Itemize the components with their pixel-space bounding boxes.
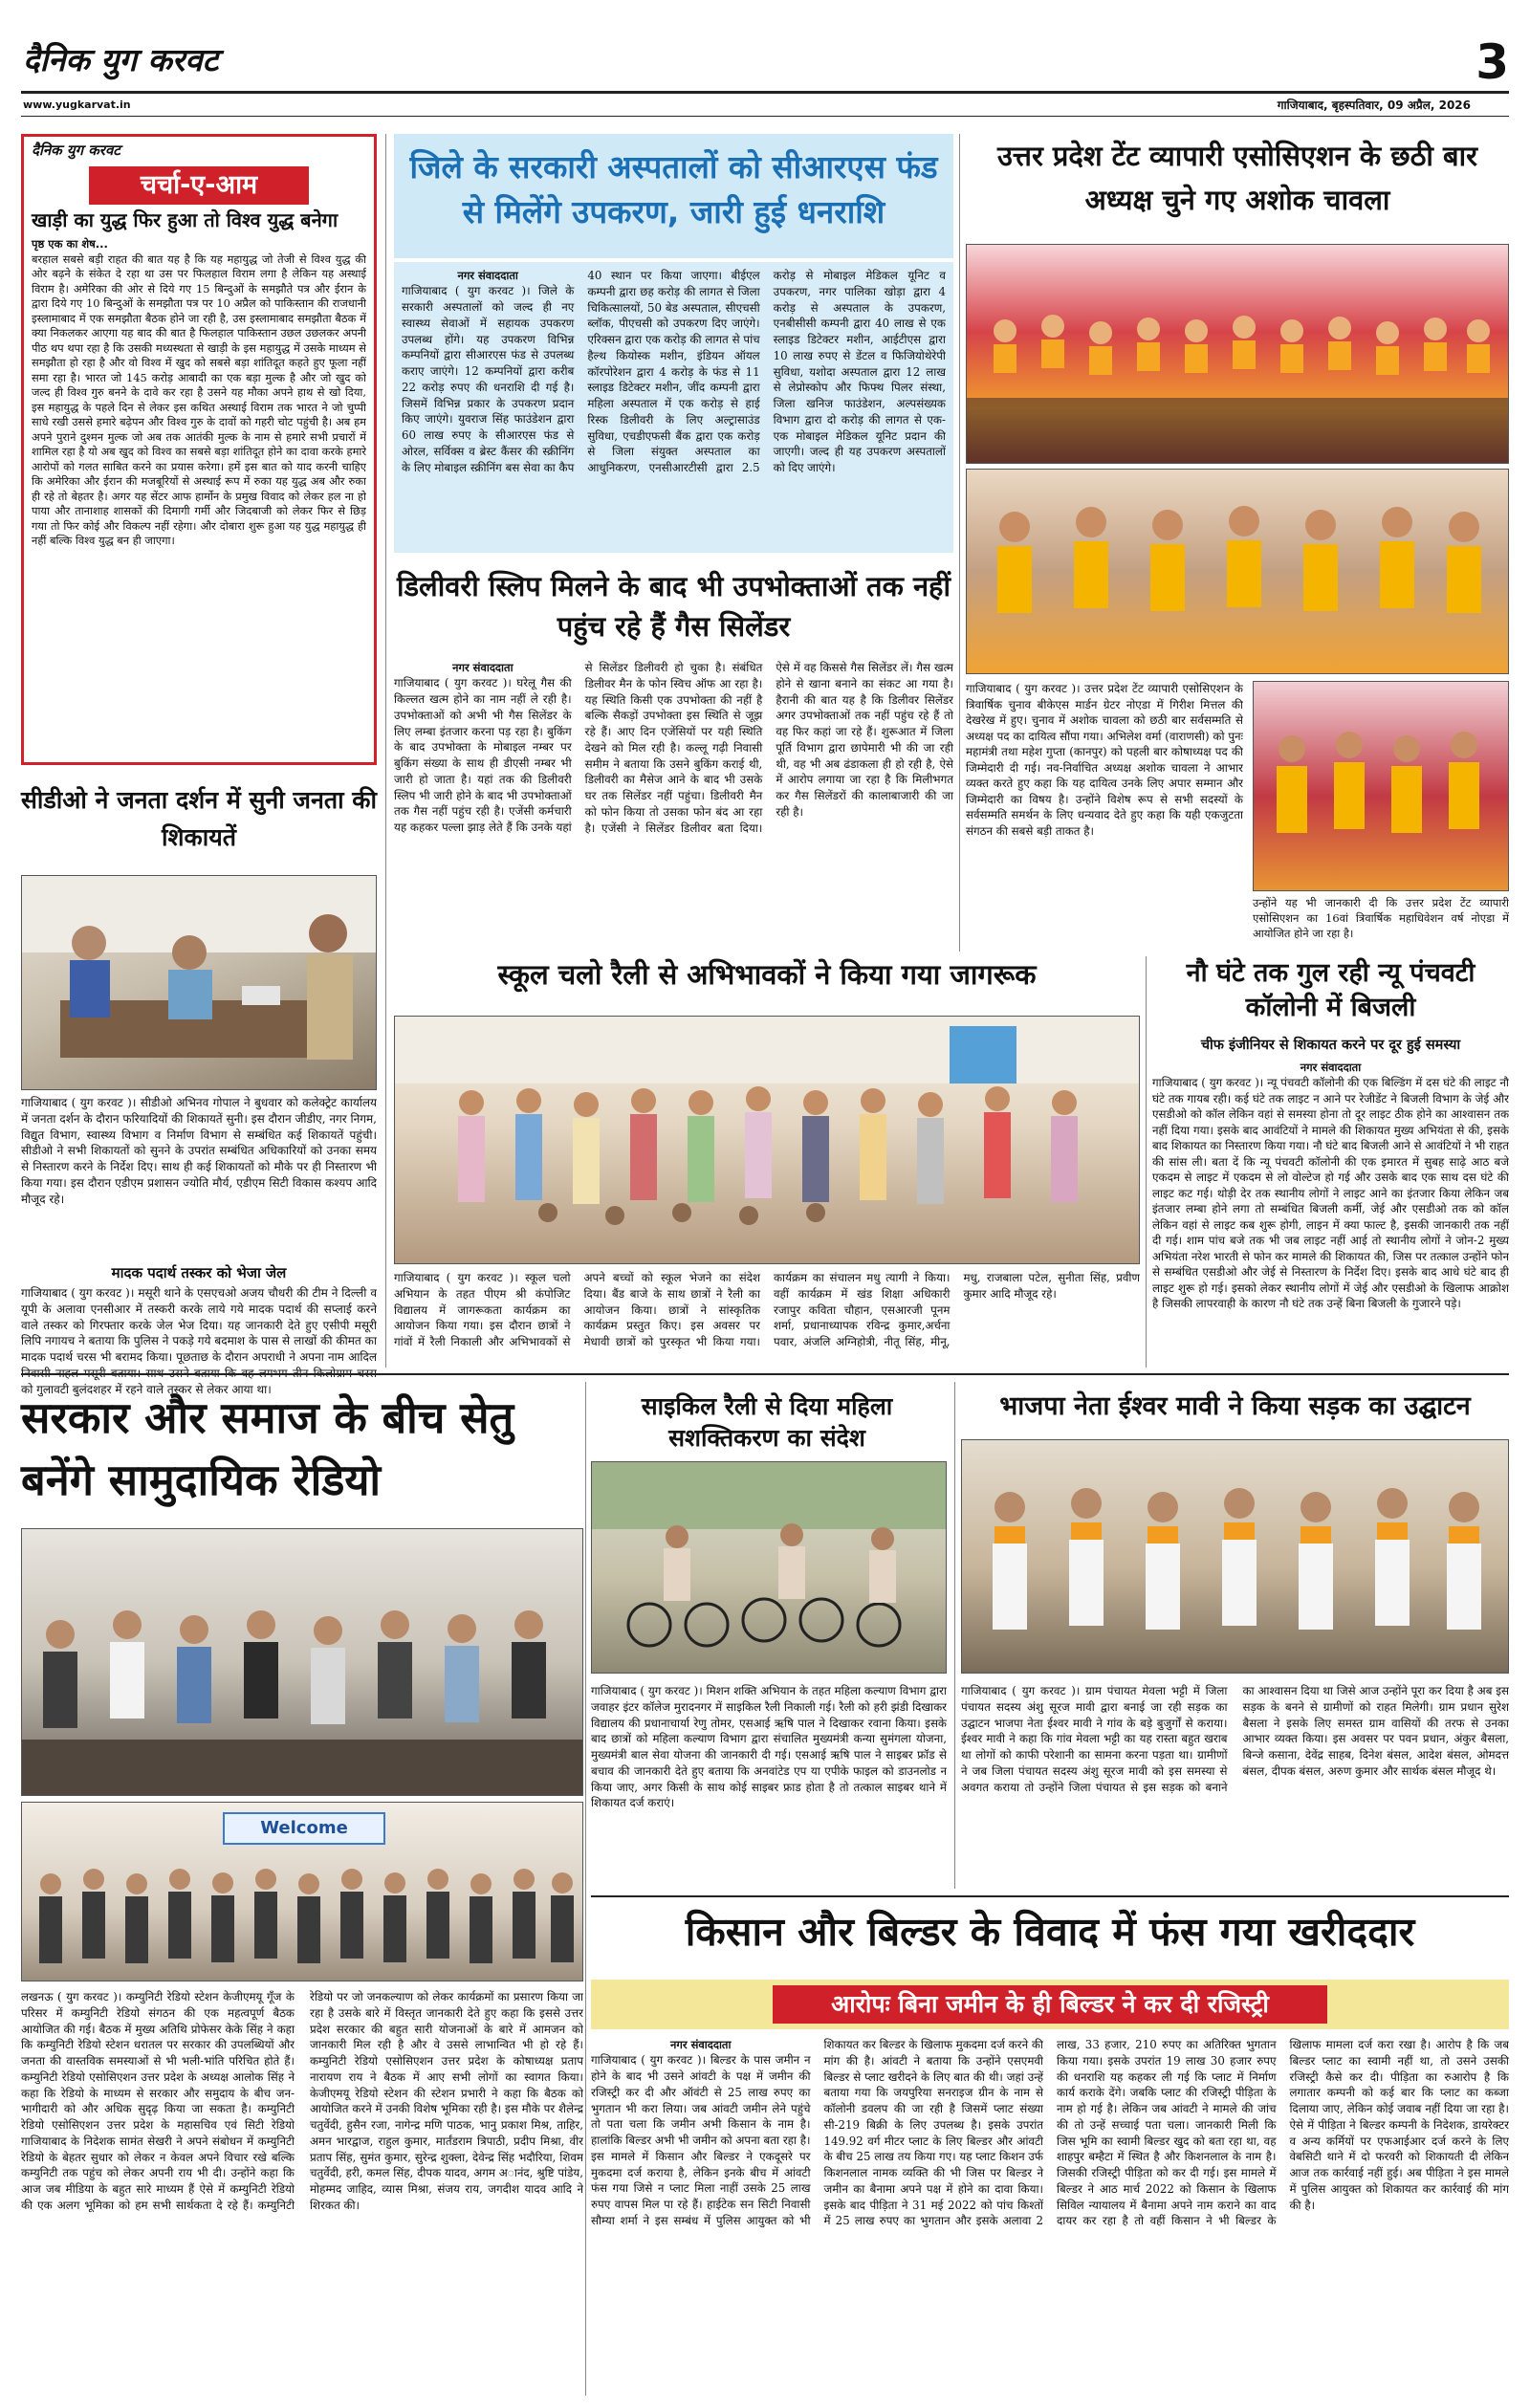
farmer-body — [591, 2037, 1509, 2396]
column-divider-mid — [959, 134, 960, 952]
radio-group-illustration — [22, 1803, 583, 1981]
hospital-byline: नगर संवाददाता — [457, 269, 518, 282]
dateline: गाजियाबाद, बृहस्पतिवार, 09 अप्रैल, 2026 — [1277, 99, 1471, 112]
radio-meeting-illustration — [22, 1529, 583, 1796]
bjp-body: गाजियाबाद ( युग करवट )। ग्राम पंचायत मेवला भट्टी में जिला पंचायत सदस्य अंशु सूरज मावी द्वारा बनाई जा रही सड़क का उद्घाटन भाजपा नेता ईश्वर मावी ने गांव के बड़े बुजुर्गों से कराया। ईश्वर मावी ने कहा कि गांव मेवला भट्टी का यह रास्ता बहुत खराब था लोगों को काफी परेशानी का सामना करना पड़ता था। ग्रामीणों ने जब जिला पंचायत सदस्य अंशु सूरज मावी को इस समस्या से अवगत कराया तो उन्होंने जिला पंचायत से इस सड़क को बनाने का आश्वासन दिया था जिसे आज उन्होंने पूरा कर दिया है अब इस सड़क के बनने से ग्रामीणों को राहत मिलेगी। ग्राम प्रधान सुरेश बैसला ने इसके लिए समस्त ग्राम वासियों की तरफ से उनका आभार व्यक्त किया। इस अवसर पर पवन प्रधान, अंकुर बैसला, बिन्जे कसाना, देवेंद्र साहब, दिनेश बंसल, आदेश बंसल, ओमदत्त बंसल, दीपक बंसल, अरुण कुमार और सार्थक बंसल मौजूद थे। — [961, 1684, 1509, 1794]
power-headline: नौ घंटे तक गुल रही न्यू पंचवटी कॉलोनी में बिजली — [1186, 958, 1475, 1023]
tent-group-illustration — [967, 245, 1509, 464]
paper-name: दैनिक युग करवट — [23, 41, 219, 78]
column-divider-bottom-left — [585, 1382, 586, 2396]
tent-leaders-illustration — [967, 470, 1509, 674]
radio-welcome-banner: Welcome — [223, 1812, 385, 1845]
radio-headline: सरकार और समाज के बीच सेतु बनेंगे सामुदायिक रेडियो — [21, 1392, 514, 1506]
power-subheadline: चीफ इंजीनियर से शिकायत करने पर दूर हुई समस्या — [1200, 1038, 1461, 1053]
bjp-photo — [961, 1439, 1509, 1674]
hospital-headline: जिले के सरकारी अस्पतालों को सीआरएस फंड से मिलेंगे उपकरण, जारी हुई धनराशि — [409, 148, 938, 230]
farmer-subheadline-bar — [591, 1980, 1509, 2029]
tent-headline: उत्तर प्रदेश टेंट व्यापारी एसोसिएशन के छठी बार अध्यक्ष चुने गए अशोक चावला — [997, 140, 1477, 217]
masthead — [0, 0, 1530, 120]
tent-photo-middle — [966, 469, 1509, 674]
smuggler-headline: मादक पदार्थ तस्कर को भेजा जेल — [111, 1264, 287, 1281]
gas-body-text: गाजियाबाद ( युग करवट )। घरेलू गैस की किल्लत खत्म होने का नाम नहीं ले रही है। उपभोक्ताओं को अभी भी गैस सिलेंडर के लिए लम्बा इंतजार करना पड़ रहा है। बुकिंग के बाद उपभोक्ता के मोबाइल नम्बर पर बुकिंग संख्या के साथ ही डीएसी नम्बर भी जारी हो जाता है। यहां तक की डिलीवरी स्लिप भी जारी होने के बाद भी उपभोक्ताओं तक गैस नहीं पहुंच रही है। एजेंसी कर्मचारी यह कहकर पल्ला झाड़ लेते हैं कि उनके यहां से सिलेंडर डिलीवरी हो चुका है। संबंधित डिलीवर मैन के फोन स्विच ऑफ आ रहा है। यह स्थिति किसी एक उपभोक्ता की नहीं है बल्कि सैकड़ों उपभोक्ता इस स्थिति से जूझ रहे हैं। आए दिन एजेंसियों पर यही स्थिति देखने को मिल रही है। कल्लू गढ़ी निवासी समीम ने बताया कि उसने बुकिंग कराई थी, डिलीवरी का मैसेज आने के बाद भी उसके घर तक सिलेंडर नहीं पहुंचा। डिलीवरी मैन को फोन किया तो उसका फोन बंद आ रहा है। एजेंसी ने सिलेंडर डिलीवर बता दिया। ऐसे में वह किससे गैस सिलेंडर लें। गैस खत्म होने से खाना बनाने का संकट आ गया है। हैरानी की बात यह है कि डिलीवर सिलेंडर अगर उपभोक्ताओं तक नहीं पहुंच रहे हैं तो वह फिर कहां जा रहे हैं। शुरूआत में जिला पूर्ति विभाग द्वारा छापेमारी भी की जा रही थी, वह भी अब ढंडाकला ही हो रही है, ऐसे में आरोप लगाया जा रहा है कि मिलीभगत कर गैस सिलेंडरों की कालाबाजारी की जा रही है। — [394, 661, 953, 835]
tent-small-illustration — [1254, 682, 1509, 891]
column-divider-left — [385, 134, 386, 1368]
cycle-rally-illustration — [592, 1462, 947, 1674]
gas-byline: नगर संवाददाता — [452, 661, 514, 674]
gas-body — [394, 660, 953, 937]
editorial-continued: पृष्ठ एक का शेष... — [32, 237, 108, 252]
cdo-body: गाजियाबाद ( युग करवट )। सीडीओ अभिनव गोपाल ने बुधवार को कलेक्ट्रेट कार्यालय में जनता दर्शन के दौरान फरियादियों की शिकायतें सुनी। इस दौरान जीडीए, नगर निगम, विद्युत विभाग, स्वास्थ्य विभाग व निर्माण विभाग से सम्बंधित कई शिकायतें पहुंची। सीडीओ ने सभी शिकायतों को सुनने के उपरांत सम्बंधित अधिकारियों को उनका समय से निस्तारण करने के निर्देश दिए। साथ ही कई शिकायतों को मौके पर ही निस्तारण भी किया गया। इस दौरान एडीएम प्रशासन ज्योति मौर्य, एडीएम सिटी विकास कश्यप आदि मौजूद रहे। — [21, 1096, 377, 1206]
farmer-headline: किसान और बिल्डर के विवाद में फंस गया खरीददार — [591, 1895, 1509, 1962]
farmer-byline: नगर संवाददाता — [670, 2038, 732, 2051]
tent-caption: उन्होंने यह भी जानकारी दी कि उत्तर प्रदेश टेंट व्यापारी एसोसिएशन का 16वां त्रिवार्षिक महाधिवेशन वर्ष नोएडा में आयोजित होने जा रहा है। — [1253, 896, 1509, 941]
smuggler-body: गाजियाबाद ( युग करवट )। मसूरी थाने के एसएचओ अजय चौधरी की टीम ने दिल्ली व यूपी के अलावा एनसीआर में तस्करी करके लाये गये मादक पदार्थ की सप्लाई करने वाले तस्कर को गिरफ्तार करके जेल भेज दिया। यह जानकारी देते हुए एसीपी मसूरी लिपि नगायच ने बताया कि पुलिस ने पकड़े गये बदमाश के पास से लाखों की कीमत का मादक पदार्थ चरस भी बरामद किया। पूछताछ के दौरान अपराधी ने अपना नाम आदिल को गुलावटी बुलंदशहर में रहने वाले तस्कर से लेकर आया था। — [21, 1286, 377, 1396]
gas-headline: डिलीवरी स्लिप मिलने के बाद भी उपभोक्ताओं तक नहीं पहुंच रहे हैं गैस सिलेंडर — [397, 570, 951, 644]
farmer-body-text: गाजियाबाद ( युग करवट )। बिल्डर के पास जमीन न होने के बाद भी उसने आंवटी के पक्ष में जमीन की रजिस्ट्री कर दी और ऑवंटी से 25 लाख रुपए का भुगतान भी करा लिया। जब आंवटी जमीन लेने पहुंचे तो पता चला कि जमीन अभी किसान के नाम है। हालांकि बिल्डर अभी भी जमीन को अपना बता रहा है। इस मामले में किसान और बिल्डर ने एकदूसरे पर मुकदमा दर्ज कराया है, लेकिन इनके बीच में आंवटी फंस गया जिसे न प्लाट मिला नाहीं उसके 25 लाख रुपए वापस मिल पा रहे हैं। हाईटेक सन सिटी निवासी सौम्या शर्मा ने इस सम्बंध में पुलिस आयुक्त को भी शिकायत कर बिल्डर के खिलाफ मुकदमा दर्ज करने की मांग की है। आंवटी ने बताया कि उन्होंने एसएमवी बिल्डर से प्लाट खरीदने के लिए बात की थी। जहां उन्हें बताया गया कि जयपुरिया सनराइज ग्रीन के नाम से कॉलोनी डवलप की जा रही है जिसमें प्लाट संख्या सी-219 बिक्री के लिए उपलब्ध है। इसके उपरांत 149.92 वर्ग मीटर प्लाट के लिए बिल्डर और आंवटी के बीच 25 लाख तय किया गए। यह प्लाट किशन उर्फ किशनलाल नामक व्यक्ति की भी जिस पर बिल्डर ने जमीन का बैनामा अपने पक्ष में होने का दावा किया। इसके बाद पीड़िता ने 31 मई 2022 को पांच किश्तों में 25 लाख रुपए का भुगतान और इसके अलावा 2 लाख, 33 हजार, 210 रुपए का अतिरिक्त भुगतान किया गया। इसके उपरांत 19 लाख 30 हजार रुपए की धनराशि यह कहकर ली गई कि प्लाट में निर्माण कार्य कराके देंगे। जबकि प्लाट की रजिस्ट्री पीड़िता के नाम हो गई है। लेकिन जब आंवटी ने मामले की जांच की तो उन्हें सच्चाई पता चला। जानकारी मिली कि जिस भूमि का स्वामी बिल्डर खुद को बता रहा था, वह शाहपुर बम्हैटा में स्थित है और किशनलाल के नाम है। जिसकी रजिस्ट्री पीड़िता को कर दी गई। इस मामले में बिल्डर ने आठ मार्च 2022 को किसान के खिलाफ सिविल न्यायालय में बैनामा अपने नाम कराने का वाद दायर कर रहा है तो वहीं किसान ने भी बिल्डर के खिलाफ मामला दर्ज करा रखा है। आरोप है कि जब बिल्डर प्लाट का स्वामी नहीं था, तो उसने उसकी रजिस्ट्री कैसे कर दी। पीड़िता का रुआरोप है कि लगातार कम्पनी को कई बार कि प्लाट का कब्जा दिलाया जाए, लेकिन कोई जवाब नहीं दिया जा रहा है। ऐसे में पीड़िता ने बिल्डर कम्पनी के निदेशक, डायरेक्टर व अन्य कर्मियों पर एफआईआर दर्ज करने के लिए वेबसिटी थाने में दो फरवरी को शिकायती दी लेकिन आज तक कार्रवाई नहीं हुई। अब पीड़िता ने इस मामले में पुलिस आयुक्त को शिकायत कर कार्रवाई की मांग की है। — [591, 2038, 1509, 2228]
power-body — [1152, 1060, 1509, 1361]
tent-photo-top — [966, 244, 1509, 464]
cdo-headline: सीडीओ ने जनता दर्शन में सुनी जनता की शिकायतें — [21, 786, 377, 851]
hospital-text — [394, 262, 953, 553]
school-headline: स्कूल चलो रैली से अभिभावकों ने किया गया जागरूक — [497, 958, 1037, 991]
bjp-group-illustration — [962, 1440, 1509, 1674]
cdo-photo-illustration — [22, 876, 377, 1090]
radio-photo-top — [21, 1528, 583, 1796]
cdo-photo — [21, 875, 377, 1090]
power-byline: नगर संवाददाता — [1300, 1061, 1362, 1074]
hospital-body — [402, 268, 946, 547]
page-number: 3 — [1475, 34, 1509, 90]
school-photo — [394, 1016, 1140, 1264]
editorial-body: बरहाल सबसे बड़ी राहत की बात यह है कि यह महायुद्ध जो तेजी से विश्व युद्ध की ओर बढ़ने के संकेत दे रहा था उस पर फिलहाल विराम लगा है लेकिन यह अस्थाई विराम है। अमेरिका की ओर से दिये गए 15 बिन्दुओं के समझौते पत्र और ईरान के द्वारा दिये गए 10 बिन्दुओं के समझौता पत्र पर 10 अप्रैल को पाकिस्तान की राजधानी इस्लामाबाद में एक समझौता बैठक होने जा रही है, उस इस्लामाबाद समझौता बैठक में क्या निकलकर आएगा यह बाद की बात है फिलहाल पाकिस्तान उछल उछलकर अपनी पीठ थप थपा रहा है कि उसकी मध्यस्थता से खाड़ी के इस महायुद्ध में उसके माध्यम से समझौता हो रहा है और वो विश्व में खुद को सबसे बड़ा शांतिदूत कहते हुए फूला नहीं समा रहा है। भारत जो 145 करोड़ आबादी का एक बड़ा मुल्क है और जो खुद को जल्द ही विश्व गुरु बनने के दावे कर रहा है उसने यह मौका अपने हाथ से खो दिया, इस महायुद्ध के पहले दिन से लेकर इस कथित अस्थाई विराम तक भारत ने जो चुप्पी साधे रखी उससे हमारे बढ़ेपन और विश्व गुरु के दावों को गहरी चोट पहुंची है। अब हम अपने पुराने दुश्मन मुल्क जो अब तक आतंकी मुल्क के नाम से हमारे सभी प्रचारों में शामिल रहा है यो अब खुद को विश्व का सबसे बड़ा शांतिदूत होने का दावा करके हमारे आरोपों को गलत साबित करने का प्रयास करेगा। हमें इस बात को याद करनी चाहिए कि अमेरिका और ईरान की मजबूरियों से अस्थाई रूप में रुका यह युद्ध अब और रुका ही रहे तो बेहतर है। अगर यह सेंटर आफ हार्मोन के प्रमुख विवाद को लेकर हल ना हो पाया और तानाशाह शासकों की दिमागी गर्मी और जिदबाजी को लेकर फिर से छिड़ गया तो फिर कोई और विकल्प नहीं रहेगा। और दोबारा शुरू हुआ यह युद्ध महायुद्ध ही नहीं बल्कि विश्व युद्ध बन ही जाएगा। — [32, 252, 366, 548]
masthead-rule — [21, 91, 1509, 94]
tent-photo-small — [1253, 681, 1509, 891]
masthead-rule-thin — [21, 116, 1509, 117]
hospital-body-text: गाजियाबाद ( युग करवट )। जिले के सरकारी अस्पतालों को जल्द ही नए स्वास्थ्य सेवाओं में सहायक उपकरण उपलब्ध होंगे। यह उपकरण विभिन्न कम्पनियों द्वारा सीआरएस फंड से उपलब्ध कराए जाएंगे। 12 कम्पनियों द्वारा करीब 22 करोड़ रुपए की धनराशि दी गई है। जिसमें विभिन्न प्रकार के उपकरण प्रदान किए जाएंगे। युवराज सिंह फाउंडेशन द्वारा 60 लाख रुपए के सीआरएस फंड से ओरल, सर्विक्स व ब्रेस्ट कैंसर की स्क्रीनिंग के लिए मोबाइल स्क्रीनिंग बस सेवा का कैप 40 स्थान पर किया जाएगा। बीईएल कम्पनी द्वारा छह करोड़ की लागत से जिला चिकित्सालयों, 50 बेड अस्पताल, सीएचसी ब्लॉक, पीएचसी को उपकरण दिए जाएंगे। एरिक्सन द्वारा एक करोड़ की लागत से पांच हैल्थ कियोस्क मशीन, इंडियन ऑयल कॉरपोरेशन द्वारा 4 करोड़ के फंड से 11 स्लाइड डिटेक्टर मशीन, जींद कम्पनी द्वारा महिला अस्पताल में एक करोड़ से हाई रिस्क डिलीवरी के लिए अल्ट्रासाउंड सुविधा, एचडीएफसी बैंक द्वारा एक करोड़ से जिला संयुक्त अस्पताल का आधुनिकरण, एनसीआरटीसी द्वारा 2.5 करोड़ से मोबाइल मेडिकल यूनिट व उपकरण, नगर पालिका खोड़ा द्वारा 4 करोड़ से अस्पताल के उपकरण, एनबीसीसी कम्पनी द्वारा 40 लाख से एक स्लाइड डिटेक्टर मशीन, आईटीएस द्वारा 10 लाख रुपए से डेंटल व फिजियोथेरेपी सुविधा, यशोदा अस्पताल द्वारा 12 लाख से लेप्रोस्कोप और फिफ्थ पिलर संस्था, जिला खनिज फाउंडेशन, अल्पसंख्यक विभाग द्वारा दो करोड़ की लागत से एक-एक मोबाइल मेडिकल यूनिट प्रदान की जाएगी। जल्द ही यह उपकरण अस्पतालों को दिए जाएंगे। — [402, 269, 946, 474]
website: www.yugkarvat.in — [23, 99, 131, 111]
cycle-photo — [591, 1461, 947, 1674]
farmer-subheadline: आरोपः बिना जमीन के ही बिल्डर ने कर दी रजिस्ट्री — [773, 1985, 1327, 2024]
hospital-headline-box — [394, 134, 953, 258]
editorial-section-banner: चर्चा-ए-आम — [89, 166, 309, 205]
cycle-body: गाजियाबाद ( युग करवट )। मिशन शक्ति अभियान के तहत महिला कल्याण विभाग द्वारा जवाहर इंटर कॉलेज मुरादनगर में साइकिल रैली निकाली गई। रैली को हरी झंडी दिखाकर विद्यालय की प्रधानाचार्या रेणु तोमर, एसआई ऋषि पाल ने दिखाकर रवाना किया। इसके बाद छात्रों को महिला कल्याण विभाग द्वारा संचालित मुख्यमंत्री कन्या सुमंगला योजना, मुख्यमंत्री बाल सेवा योजना की जानकारी दी गई। एसआई ऋषि पाल ने साइबर फ्रॉड से बचाव की जानकारी देते हुए बताया कि अनवांटेड एप या एपीके फाइल को डाउनलोड न किया जाए, अगर किसी के साथ कोई साइबर फ्राड होता है तो तत्काल साइबर थाने में शिकायत दर्ज कराएं। — [591, 1684, 947, 1810]
section-divider — [21, 1373, 1509, 1375]
radio-photo-bottom — [21, 1802, 583, 1981]
editorial-headline: खाड़ी का युद्ध फिर हुआ तो विश्व युद्ध बनेगा — [32, 208, 339, 231]
column-divider-lower — [1146, 956, 1147, 1368]
bjp-headline: भाजपा नेता ईश्वर मावी ने किया सड़क का उद्घाटन — [999, 1391, 1471, 1421]
power-body-text: गाजियाबाद ( युग करवट )। न्यू पंचवटी कॉलोनी की एक बिल्डिंग में दस घंटे की लाइट नौ घंटे तक गायब रही। कई घंटे तक लाइट न आने पर रेजीडेंट ने बिजली विभाग के जेई और एसडीओ को कॉल लेकिन वहां से समस्या होना तो दूर लाइट ठीक होने का आश्वासन तक नहीं दिया गया। इसके बाद आवंटियों ने मामले की शिकायत मुख्य अभियंता से की, इसके बाद शिकायत का निस्तारण किया गया। नौ घंटे बाद बिजली आने से आवंटियों ने भी राहत की सांस ली। बता दें कि न्यू पंचवटी कॉलोनी की एक इमारत में सुबह साढ़े आठ बजे एकदम से लाइट में एकदम से लो वोल्टेज हो गई और उसके बाद एक साथ दस घंटे की लाइट कट गई। थोड़ी देर तक स्थानीय लोगों ने लाइट आने का इंतजार किया लेकिन जब इंतजार लम्बा होने लगा तो सम्बंधित बिजली कर्मी, जेई और एसडीओ तक को कॉल लेकिन वहां से लाइट कब शुरू होगी, लाइन में क्या फाल्ट है, इसकी जानकारी तक नहीं दी गई। शाम पांच बजे तक भी जब लाइट नहीं आई तो स्थानीय लोगों ने जोन-2 मुख्य अभियंता नरेश भारती से फोन कर मामले की शिकायत की, जिस पर तत्काल उन्होंने फोन से सम्बंधित एसडीओ और जेई से निस्तारण के निर्देश दिए। इसके बाद आधे घंटे बाद ही लाइट शुरू हो गई। इसको लेकर स्थानीय लोगों में जेई और एसडीओ के खिलाफ आक्रोश है जिसकी लापरवाही के कारण नौ घंटे तक उन्हें बिना बिजली के गुजारने पड़े। — [1152, 1076, 1509, 1311]
editorial-brand: दैनिक युग करवट — [32, 142, 120, 159]
school-body: गाजियाबाद ( युग करवट )। स्कूल चलो अभियान के तहत पीएम श्री कंपोजिट विद्यालय में जागरूकता कार्यक्रम का आयोजन किया गया। इस दौरान छात्रों ने गांवों में रैली निकाली और अभिभावकों से अपने बच्चों को स्कूल भेजने का संदेश दिया। बैंड बाजे के साथ छात्रों ने रैली का आयोजन किया। छात्रों ने सांस्कृतिक कार्यक्रम प्रस्तुत किए। इस अवसर पर मेधावी छात्रों को पुरस्कृत भी किया गया। कार्यक्रम का संचालन मधु त्यागी ने किया। वहीं कार्यक्रम में खंड शिक्षा अधिकारी रजापुर कविता चौहान, एसआरजी पूनम शर्मा, प्रधानाध्यापक रविन्द्र कुमार,अर्चना पवार, अंजलि अग्निहोत्री, नीतू सिंह, मीनू, मधु, राजबाला पटेल, सुनीता सिंह, प्रवीण कुमार आदि मौजूद रहे। — [394, 1271, 1140, 1348]
school-group-illustration — [395, 1017, 1140, 1264]
radio-body: लखनऊ ( युग करवट )। कम्युनिटी रेडियो स्टेशन केजीएमयू गूँज के परिसर में कम्युनिटी रेडियो संगठन की एक महत्वपूर्ण बैठक आयोजित की गई। बैठक में मुख्य अतिथि प्रोफेसर केके सिंह ने कहा कि कम्युनिटी रेडियो स्टेशन धरातल पर सरकार की उपलब्धियों और जनता की वास्तविक समस्याओं से भी भली-भांति परिचित होते हैं। कम्युनिटी रेडियो एसोसिएशन उत्तर प्रदेश के अध्यक्ष आलोक सिंह ने कहा कि रेडियो के माध्यम से सरकार और समुदाय के बीच जन-भागीदारी को और अधिक सुदृढ़ किया जा सकता है। कम्युनिटी रेडियो एसोसिएशन उत्तर प्रदेश के महासचिव एवं सिटी रेडियो गाजियाबाद के निदेशक सामंत सेखरी ने अपने संबोधन में कम्युनिटी रेडियो के बेहतर सुधार को लेकर न केवल अपने विचार रखे बल्कि कम्युनिटी तक पहुंच को लेकर अपनी राय भी दी। उन्होंने कहा कि आज जब मीडिया के बहुत सारे माध्यम हैं ऐसे में कम्युनिटी रेडियो की एक अलग भूमिका को हम सभी सार्थकता दे रहे हैं। कम्युनिटी रेडियो पर जो जनकल्याण को लेकर कार्यक्रमों का प्रसारण किया जा रहा है उसके बारे में विस्तृत जानकारी देते हुए कहा कि इससे उत्तर प्रदेश सरकार की बहुत सारी योजनाओं के बारे में आमजन को जानकारी मिल रही है और वे उससे लाभान्वित भी हो रहे हैं। कम्युनिटी रेडियो एसोसिएशन उत्तर प्रदेश के कोषाध्यक्ष प्रताप नारायण राय ने बैठक में आए सभी लोगों का स्वागत किया। केजीएमयू रेडियो स्टेशन की स्टेशन प्रभारी ने कहा कि बैठक को आयोजित करने में उनकी विशेष भूमिका रही है। इस मौके पर शैलेन्द्र चतुर्वेदी, हुसैन रजा, नागेन्द्र मणि पाठक, भानु प्रकाश मिश्र, ताहिर, अमन भारद्वाज, राहुल कुमार, मार्तंडराम त्रिपाठी, प्रदीप मिश्रा, वीर प्रताप सिंह, सुमंत कुमार, सुरेन्द्र शुक्ला, देवेन्द्र सिंह भदौरिया, शिवम चतुर्वेदी, हरी, कमल सिंह, दीपक यादव, अगम अानंद, श्रुष्टि पांडेय, मोहम्मद जाहिद, व्यास मिश्रा, संजय राय, जगदीश यादव आदि ने शिरकत की। — [21, 1990, 583, 2212]
cycle-headline: साइकिल रैली से दिया महिला सशक्तिकरण का संदेश — [641, 1392, 893, 1452]
column-divider-bottom-mid — [954, 1382, 955, 1889]
editorial-box — [21, 134, 377, 765]
tent-body: गाजियाबाद ( युग करवट )। उत्तर प्रदेश टेंट व्यापारी एसोसिएशन के त्रिवार्षिक चुनाव बीकेएस मार्डन ग्रेटर नोएडा में गिरीश मित्तल की देखरेख में हुए। चुनाव में अशोक चावला को छठी बार सर्वसम्मति से अध्यक्ष पद का दायित्व सौंपा गया। अभिलेश वर्मा (वाराणसी) को पुनः महामंत्री तथा महेश गुप्ता (कानपुर) को पहली बार कोषाध्यक्ष पद की जिम्मेदारी दी गई। नव-निर्वाचित अध्यक्ष अशोक चावला ने आभार व्यक्त करते हुए कहा कि यह दायित्व उनके लिए अपार सम्मान और जिम्मेदारी का विषय है। उन्होंने विशेष रूप से सभी सदस्यों के सर्वसम्मति समर्थन के लिए धन्यवाद देते हुए कहा कि यही एकजुटता संगठन की सबसे बड़ी ताकत है। — [966, 682, 1243, 838]
